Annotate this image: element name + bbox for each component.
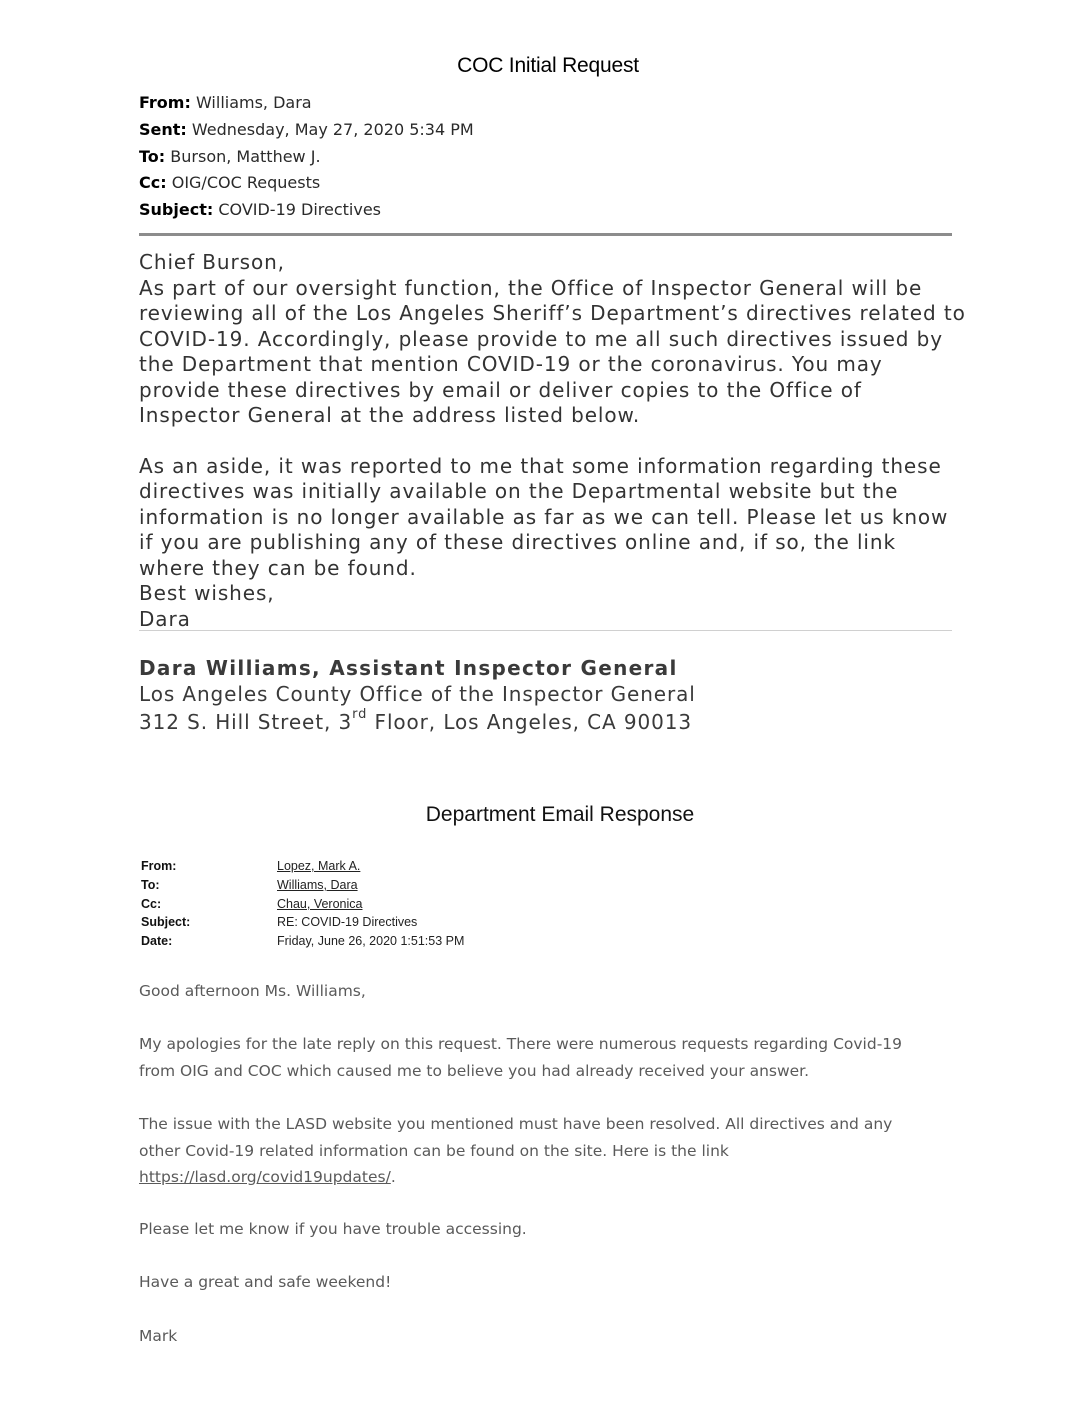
- header-value: OIG/COC Requests: [171, 173, 321, 192]
- paragraph-line: As part of our oversight function, the Office of Inspector General will be: [139, 275, 923, 300]
- link-suffix: .: [390, 1168, 396, 1186]
- response-greeting: Good afternoon Ms. Williams,: [139, 982, 366, 1000]
- signature-address: [139, 707, 693, 734]
- signature-divider: [139, 630, 952, 631]
- paragraph-line: where they can be found.: [139, 555, 417, 580]
- header-value: Williams, Dara: [195, 93, 312, 112]
- header-label: Subject:: [139, 200, 214, 219]
- address-part: 312 S. Hill Street, 3: [139, 710, 353, 734]
- request-header-from: [139, 93, 312, 112]
- covid-updates-link[interactable]: https://lasd.org/covid19updates/: [139, 1168, 391, 1186]
- paragraph-line: information is no longer available as far as we can tell. Please let us know: [139, 504, 949, 529]
- closing: Best wishes,: [139, 581, 275, 605]
- response-sign-off: Mark: [139, 1327, 178, 1345]
- header-label: Cc:: [139, 173, 167, 192]
- recipient-link[interactable]: Williams, Dara: [277, 878, 358, 892]
- paragraph-line: My apologies for the late reply on this request. There were numerous requests regarding Covid-19: [139, 1035, 903, 1053]
- header-value: Wednesday, May 27, 2020 5:34 PM: [191, 120, 474, 139]
- header-label: From:: [139, 93, 191, 112]
- request-header-to: [139, 147, 321, 166]
- request-header-sent: [139, 120, 474, 139]
- header-label: To:: [141, 878, 160, 892]
- address-ordinal: rd: [352, 707, 368, 723]
- paragraph-line: reviewing all of the Los Angeles Sheriff’s Department’s directives related to: [139, 301, 966, 325]
- request-header-subject: [139, 200, 381, 219]
- header-label: Date:: [141, 934, 173, 948]
- sender-link[interactable]: Lopez, Mark A.: [277, 859, 361, 873]
- request-header-cc: [139, 173, 320, 192]
- header-value: Friday, June 26, 2020 1:51:53 PM: [277, 934, 465, 948]
- header-value: COVID-19 Directives: [218, 200, 382, 219]
- closing-name: Dara: [139, 606, 191, 631]
- paragraph-line: provide these directives by email or deliver copies to the Office of: [139, 377, 862, 402]
- header-value: Burson, Matthew J.: [170, 147, 321, 166]
- request-title: COC Initial Request: [457, 54, 639, 77]
- paragraph-line: from OIG and COC which caused me to believe you had already received your answer.: [139, 1061, 810, 1080]
- paragraph-line: if you are publishing any of these directives online and, if so, the link: [139, 530, 896, 554]
- salutation: Chief Burson,: [139, 250, 285, 274]
- paragraph-line: As an aside, it was reported to me that some information regarding these: [139, 453, 942, 478]
- paragraph-line: Inspector General at the address listed below.: [139, 403, 641, 427]
- response-paragraph-2: [139, 1111, 959, 1191]
- cc-link[interactable]: Chau, Veronica: [277, 897, 363, 911]
- paragraph-line: the Department that mention COVID-19 or the coronavirus. You may: [139, 352, 883, 376]
- request-body: [139, 250, 969, 632]
- header-divider: [139, 233, 952, 236]
- signature-office: Los Angeles County Office of the Inspector General: [139, 682, 696, 706]
- response-title: Department Email Response: [425, 803, 695, 826]
- paragraph-line: directives was initially available on the Departmental website but the: [139, 479, 899, 503]
- header-label: Cc:: [141, 897, 162, 911]
- address-part: Floor, Los Angeles, CA 90013: [367, 710, 693, 734]
- paragraph-line: other Covid-19 related information can be found on the site. Here is the link: [139, 1141, 729, 1160]
- paragraph-line: The issue with the LASD website you mentioned must have been resolved. All directives and any: [139, 1115, 893, 1133]
- paragraph-line: COVID-19. Accordingly, please provide to me all such directives issued by: [139, 326, 943, 351]
- signature-name-title: Dara Williams, Assistant Inspector General: [139, 656, 678, 680]
- header-label: From:: [141, 859, 177, 873]
- response-paragraph-3: Please let me know if you have trouble accessing.: [139, 1220, 527, 1238]
- response-paragraph-1: [139, 1031, 959, 1084]
- response-paragraph-4: Have a great and safe weekend!: [139, 1273, 392, 1291]
- header-label: Subject:: [141, 915, 191, 929]
- header-label: To:: [139, 147, 166, 166]
- header-value: RE: COVID-19 Directives: [277, 915, 418, 929]
- header-label: Sent:: [139, 120, 187, 139]
